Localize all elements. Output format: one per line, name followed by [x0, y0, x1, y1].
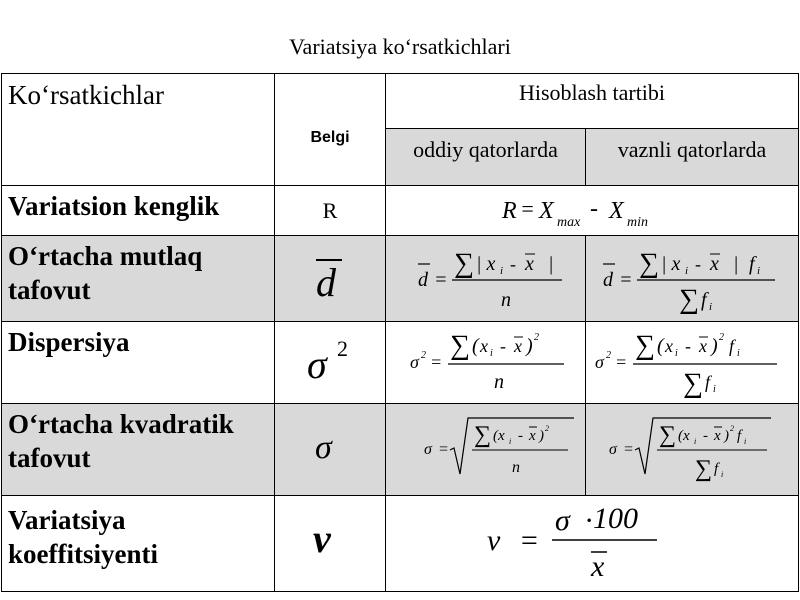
svg-text:i: i: [489, 348, 493, 359]
svg-text:d: d: [417, 269, 428, 291]
svg-text:2: 2: [337, 336, 348, 361]
svg-text:x: x: [710, 253, 719, 275]
svg-text:-: -: [509, 254, 516, 274]
svg-text:·: ·: [585, 504, 593, 537]
svg-text:-: -: [695, 254, 701, 274]
svg-text:f: f: [701, 289, 707, 311]
svg-text:∑: ∑: [473, 422, 491, 448]
svg-text:σ: σ: [315, 429, 332, 466]
svg-text:2: 2: [719, 332, 724, 343]
svg-text:i: i: [499, 265, 503, 277]
svg-text:∑: ∑: [679, 284, 699, 315]
row-symbol: [275, 322, 386, 404]
svg-text:-: -: [703, 428, 708, 444]
svg-text:σ: σ: [409, 352, 419, 372]
variance-simple: [386, 322, 586, 404]
svg-text:|: |: [733, 253, 739, 275]
row-label: Dispersiya: [2, 322, 275, 404]
svg-text:x: x: [665, 336, 673, 356]
table-row: [2, 236, 799, 322]
header-calculation: Hisoblash tartibi: [386, 74, 799, 129]
svg-text:| x: | x: [475, 253, 495, 275]
svg-text:2: 2: [544, 424, 549, 433]
variance-weighted: [586, 322, 799, 404]
svg-text:): ): [525, 335, 533, 357]
svg-text:∑: ∑: [453, 248, 474, 279]
svg-text:x: x: [513, 336, 522, 356]
svg-text:2: 2: [730, 424, 734, 433]
svg-text:n: n: [500, 289, 511, 311]
row-label: Variatsiya koeffitsiyenti: [2, 496, 275, 592]
svg-text:=: =: [437, 441, 449, 458]
svg-text:f: f: [714, 461, 719, 477]
svg-text:d: d: [316, 260, 336, 305]
svg-text:min: min: [627, 215, 648, 230]
svg-text:σ: σ: [609, 441, 617, 458]
svg-text:=: =: [520, 196, 535, 221]
svg-text:σ: σ: [555, 504, 570, 537]
svg-text:i: i: [508, 437, 511, 446]
svg-text:n: n: [493, 371, 504, 393]
row-symbol: [275, 404, 386, 496]
svg-text:∑: ∑: [639, 248, 659, 279]
range-formula: [386, 186, 799, 236]
svg-text:x: x: [528, 428, 536, 444]
svg-text:i: i: [709, 301, 713, 313]
svg-text:=: =: [623, 441, 634, 458]
svg-text:x: x: [699, 336, 707, 356]
svg-text:(: (: [471, 335, 479, 357]
svg-text:-: -: [517, 428, 523, 444]
header-row: [2, 74, 799, 129]
svg-text:i: i: [737, 348, 740, 359]
table-row: [2, 186, 799, 236]
svg-text:ν: ν: [487, 524, 501, 557]
svg-text:f: f: [729, 336, 735, 356]
svg-text:=: =: [433, 269, 447, 291]
svg-text:σ: σ: [595, 352, 604, 372]
svg-text:∑: ∑: [695, 456, 713, 482]
row-label: Variatsion kenglik: [2, 186, 275, 236]
svg-text:i: i: [721, 470, 724, 479]
row-label: O‘rtacha kvadratik tafovut: [2, 404, 275, 496]
svg-text:R: R: [502, 198, 517, 224]
svg-text:ν: ν: [313, 516, 331, 561]
svg-text:max: max: [557, 215, 581, 230]
svg-text:i: i: [757, 265, 761, 277]
svg-text:d: d: [603, 269, 613, 291]
svg-text:): ): [724, 428, 729, 444]
svg-text:x: x: [714, 428, 721, 444]
svg-text:-: -: [590, 196, 598, 222]
svg-text:f: f: [705, 372, 711, 392]
row-label: O‘rtacha mutlaq tafovut: [2, 236, 275, 322]
svg-text:(x: (x: [492, 428, 505, 444]
header-simple-series: oddiy qatorlarda: [386, 129, 586, 186]
svg-text:2: 2: [606, 350, 611, 361]
table-row: [2, 496, 799, 592]
variation-indicators-table: [1, 73, 799, 592]
table-row: [2, 322, 799, 404]
svg-text:∑: ∑: [635, 330, 655, 361]
table-row: [2, 404, 799, 496]
svg-text:∑: ∑: [659, 422, 677, 448]
svg-text:(: (: [657, 335, 664, 357]
std-dev-weighted: [586, 404, 799, 496]
std-dev-simple: [386, 404, 586, 496]
mean-abs-dev-simple: [386, 236, 586, 322]
svg-text:σ: σ: [307, 342, 327, 387]
svg-text:(x: (x: [678, 428, 690, 444]
row-symbol: [275, 236, 386, 322]
svg-text:=: =: [429, 352, 442, 372]
svg-text:): ): [711, 335, 718, 357]
svg-text:i: i: [744, 437, 747, 446]
row-symbol: R: [275, 186, 386, 236]
svg-text:-: -: [685, 336, 691, 356]
svg-text:x: x: [524, 253, 534, 275]
svg-text:): ): [538, 428, 544, 444]
svg-text:i: i: [713, 384, 716, 395]
svg-text:| x: | x: [661, 253, 681, 275]
svg-text:2: 2: [420, 350, 426, 361]
svg-text:=: =: [519, 524, 540, 557]
svg-text:2: 2: [533, 332, 539, 343]
svg-text:100: 100: [593, 502, 638, 535]
svg-text:f: f: [749, 253, 755, 275]
svg-text:∑: ∑: [683, 368, 703, 398]
svg-text:X: X: [539, 198, 554, 224]
svg-text:|: |: [547, 253, 553, 275]
svg-text:x: x: [479, 336, 488, 356]
coefficient-of-variation-formula: [386, 496, 799, 592]
svg-text:x: x: [591, 550, 605, 583]
svg-text:i: i: [685, 265, 689, 277]
header-symbol: Belgi: [275, 74, 386, 186]
header-weighted-series: vaznli qatorlarda: [586, 129, 799, 186]
row-symbol: [275, 496, 386, 592]
svg-text:i: i: [694, 437, 697, 446]
mean-abs-dev-weighted: [586, 236, 799, 322]
svg-text:X: X: [609, 198, 624, 224]
page-title: Variatsiya ko‘rsatkichlari: [289, 34, 511, 59]
svg-text:σ: σ: [423, 441, 432, 458]
svg-text:f: f: [737, 428, 742, 444]
svg-text:i: i: [675, 348, 678, 359]
svg-text:=: =: [615, 352, 628, 372]
svg-text:=: =: [619, 269, 633, 291]
svg-text:∑: ∑: [449, 330, 470, 361]
header-indicators: Ko‘rsatkichlar: [2, 74, 275, 186]
svg-text:n: n: [511, 459, 520, 476]
svg-text:-: -: [499, 336, 506, 356]
